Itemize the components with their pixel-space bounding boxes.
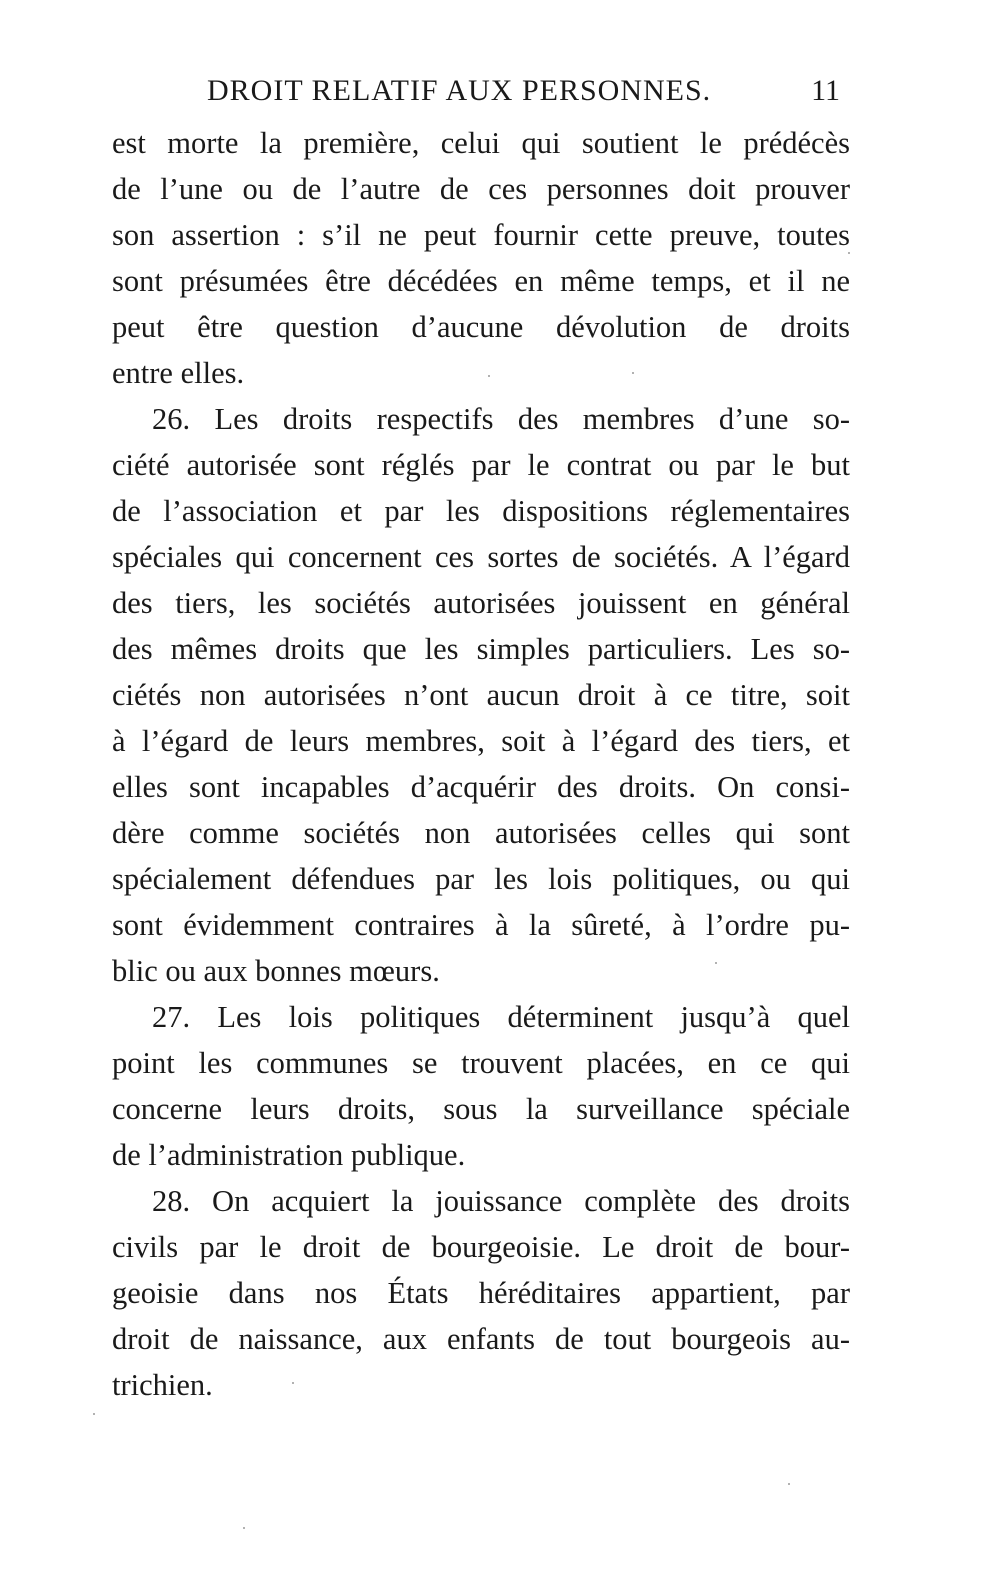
text-line: geoisie dans nos États héréditaires appartient, par [112, 1276, 850, 1310]
text-line: peut être question d’aucune dévolution de droits [112, 310, 850, 344]
paragraph-27-start: 27. Les lois politiques déterminent jusqu’à quel [152, 1000, 850, 1034]
text-line: dère comme sociétés non autorisées celles qui sont [112, 816, 850, 850]
text-line: ciétés non autorisées n’ont aucun droit à ce titre, soit [112, 678, 850, 712]
print-speck [632, 372, 634, 374]
text-line: de l’association et par les dispositions réglementaires [112, 494, 850, 528]
page-header [112, 74, 850, 114]
print-speck [715, 962, 717, 964]
text-line: est morte la première, celui qui soutient le prédécès [112, 126, 850, 160]
text-line: spécialement défendues par les lois politiques, ou qui [112, 862, 850, 896]
text-line: point les communes se trouvent placées, en ce qui [112, 1046, 850, 1080]
text-line: blic ou aux bonnes mœurs. [112, 954, 440, 988]
print-speck [848, 252, 850, 254]
text-line: de l’administration publique. [112, 1138, 466, 1172]
paragraph-26-start: 26. Les droits respectifs des membres d’une so- [152, 402, 850, 436]
print-speck [93, 1413, 95, 1415]
print-speck [788, 1483, 790, 1485]
print-speck [243, 1527, 245, 1529]
text-line: civils par le droit de bourgeoisie. Le droit de bour- [112, 1230, 850, 1264]
text-line: sont présumées être décédées en même temps, et il ne [112, 264, 850, 298]
text-line: trichien. [112, 1368, 213, 1402]
print-speck [292, 1382, 294, 1384]
text-line: des tiers, les sociétés autorisées jouissent en général [112, 586, 850, 620]
running-title: DROIT RELATIF AUX PERSONNES. [207, 74, 712, 107]
text-line: ciété autorisée sont réglés par le contrat ou par le but [112, 448, 850, 482]
text-line: elles sont incapables d’acquérir des droits. On consi- [112, 770, 850, 804]
text-line: concerne leurs droits, sous la surveillance spéciale [112, 1092, 850, 1126]
text-line: spéciales qui concernent ces sortes de sociétés. A l’égard [112, 540, 850, 574]
text-line: des mêmes droits que les simples particuliers. Les so- [112, 632, 850, 666]
page-number: 11 [811, 74, 840, 107]
text-line: entre elles. [112, 356, 245, 390]
text-line: à l’égard de leurs membres, soit à l’égard des tiers, et [112, 724, 850, 758]
paragraph-28-start: 28. On acquiert la jouissance complète des droits [152, 1184, 850, 1218]
text-line: droit de naissance, aux enfants de tout bourgeois au- [112, 1322, 850, 1356]
text-line: sont évidemment contraires à la sûreté, à l’ordre pu- [112, 908, 850, 942]
text-line: de l’une ou de l’autre de ces personnes doit prouver [112, 172, 850, 206]
text-line: son assertion : s’il ne peut fournir cette preuve, toutes [112, 218, 850, 252]
print-speck [488, 375, 490, 377]
body-text [112, 120, 850, 1408]
